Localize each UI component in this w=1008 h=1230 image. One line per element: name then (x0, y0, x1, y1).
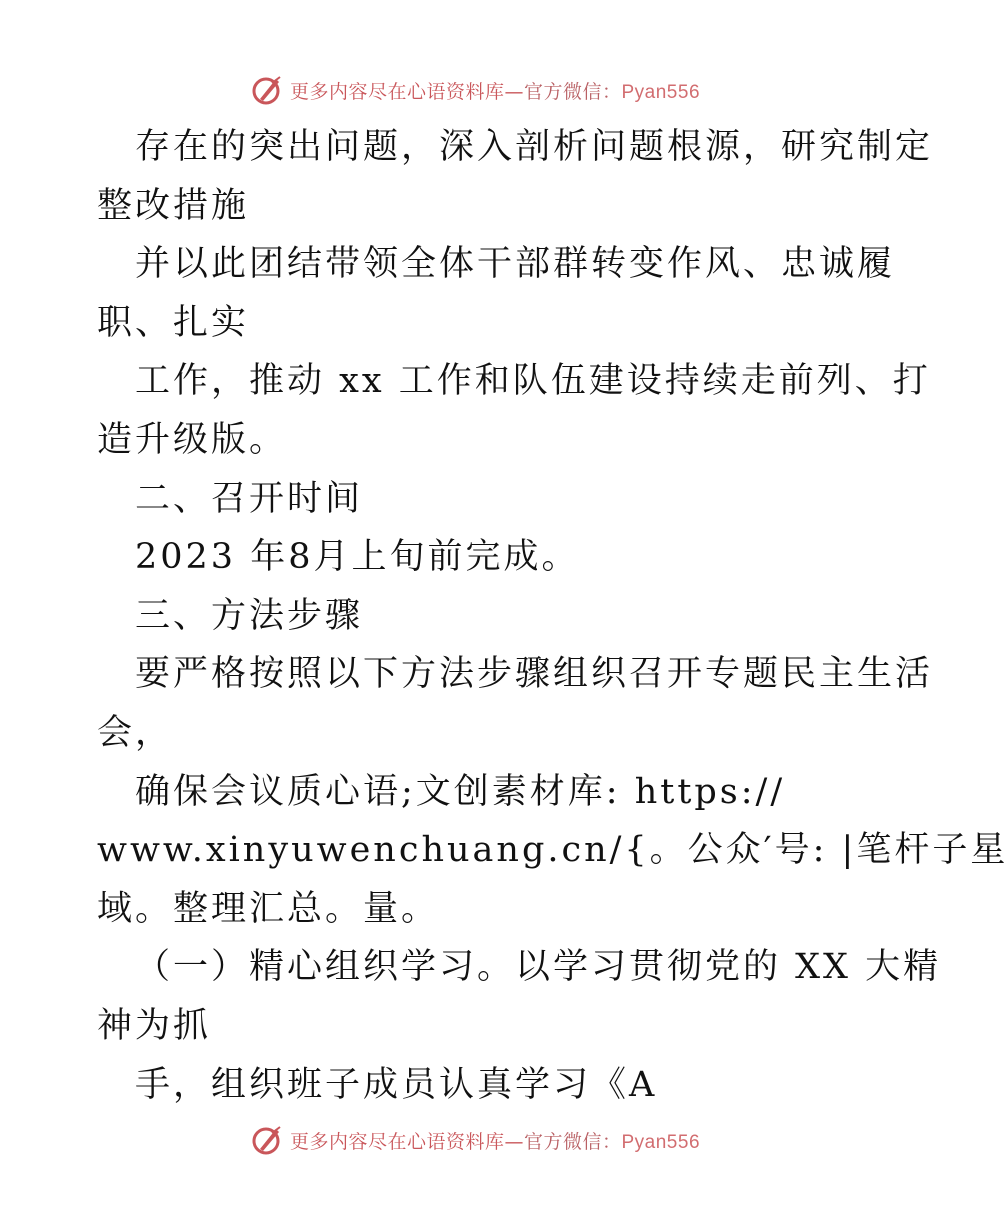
text-line: 神为抓 (97, 1005, 212, 1046)
watermark-main: 更多内容尽在心语资料库 (289, 80, 505, 103)
watermark-label: 官方微信： (523, 80, 622, 103)
text-line: 工作，推动 xx 工作和队伍建设持续走前列、打 (135, 361, 931, 402)
text-line: 域。整理汇总。量。 (97, 888, 440, 929)
text-line: （一）精心组织学习。以学习贯彻党的 XX 大精 (135, 947, 942, 988)
watermark-footer (0, 1120, 950, 1160)
watermark-id: Pyan556 (621, 1131, 701, 1153)
text-line: 要严格按照以下方法步骤组织召开专题民主生活 (135, 654, 934, 695)
text-line: 会， (97, 712, 174, 753)
document-body (97, 118, 1008, 1114)
watermark-text (290, 1127, 700, 1154)
text-line: www.xinyuwenchuang.cn/{。公众′号: |笔杆子星 (97, 830, 1008, 871)
quill-logo-icon (250, 1123, 284, 1157)
watermark-label: 官方微信： (523, 1130, 622, 1153)
watermark-id: Pyan556 (621, 81, 701, 103)
text-line: 2023 年8月上旬前完成。 (135, 537, 580, 578)
watermark-main: 更多内容尽在心语资料库 (289, 1130, 505, 1153)
text-line: 整改措施 (97, 185, 250, 226)
watermark-text (290, 77, 700, 104)
quill-logo-icon (250, 73, 284, 107)
text-line: 三、方法步骤 (135, 595, 364, 636)
watermark-dash: — (504, 80, 524, 103)
text-line: 并以此团结带领全体干部群转变作风、忠诚履 (135, 244, 896, 285)
watermark-header (0, 70, 950, 110)
text-line: 手，组织班子成员认真学习《A (135, 1064, 658, 1105)
watermark-dash: — (504, 1130, 524, 1153)
text-line: 二、召开时间 (135, 478, 364, 519)
text-line: 造升级版。 (97, 419, 288, 460)
text-line: 确保会议质心语;文创素材库: https:// (135, 771, 786, 812)
text-line: 职、扎实 (97, 302, 250, 343)
text-line: 存在的突出问题，深入剖析问题根源，研究制定 (135, 127, 934, 167)
